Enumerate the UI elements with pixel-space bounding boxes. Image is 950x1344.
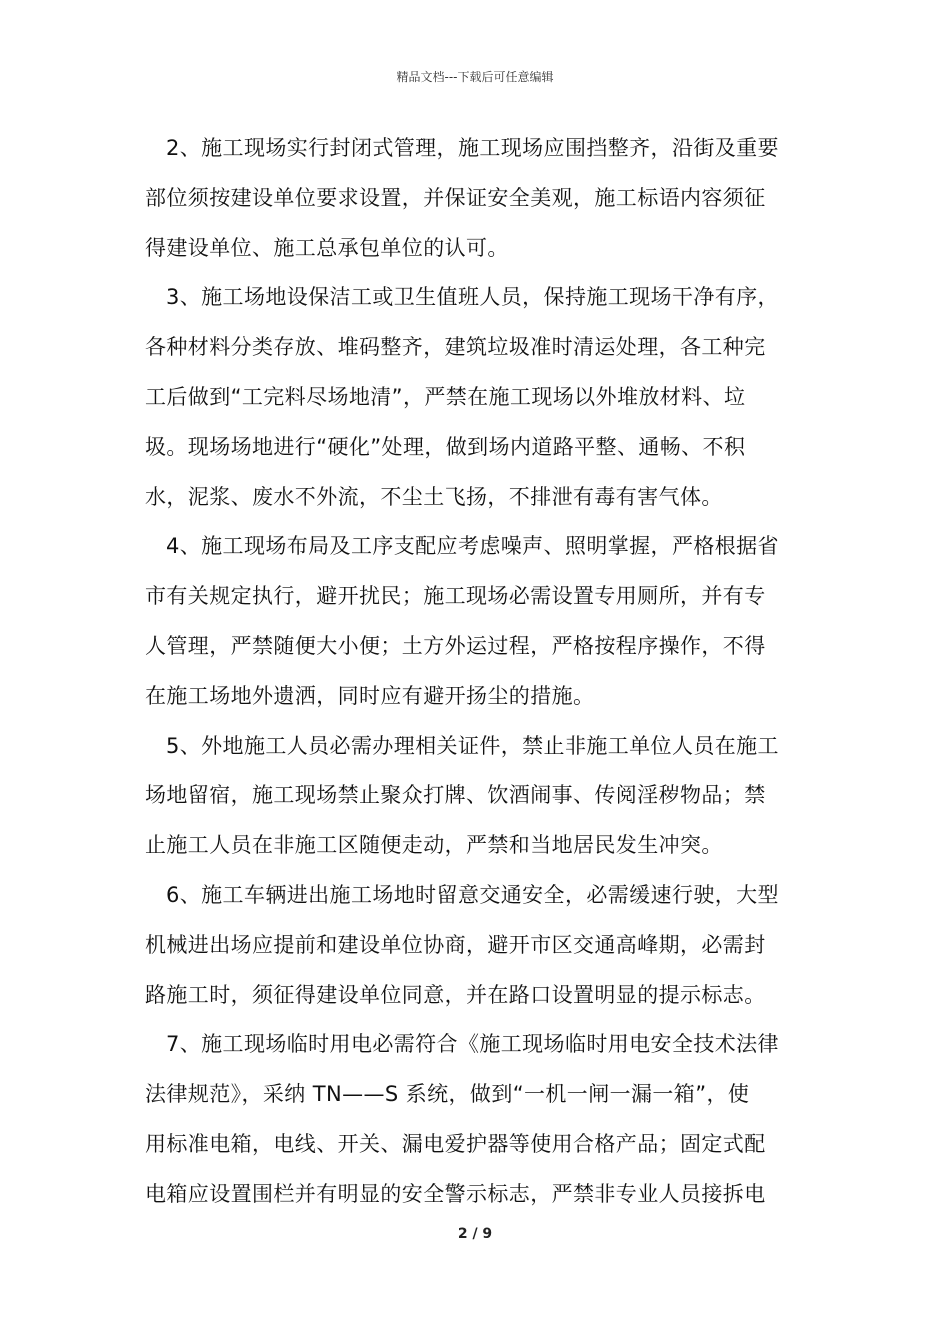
text-line: 机械进出场应提前和建设单位协商，避开市区交通高峰期，必需封: [145, 932, 766, 957]
text-line: 5、外地施工人员必需办理相关证件，禁止非施工单位人员在施工: [166, 733, 779, 758]
page-number: 2 / 9: [457, 1226, 493, 1242]
text-line: 用标准电箱，电线、开关、漏电爱护器等使用合格产品；固定式配: [145, 1131, 766, 1156]
text-line: 市有关规定执行，避开扰民；施工现场必需设置专用厕所，并有专: [145, 584, 766, 609]
text-line: 各种材料分类存放、堆码整齐，建筑垃圾准时清运处理，各工种完: [145, 335, 766, 360]
paragraph-item-5: [145, 722, 807, 871]
text-line: 场地留宿，施工现场禁止聚众打牌、饮酒闹事、传阅淫秽物品；禁: [145, 783, 766, 808]
text-line: 人管理，严禁随便大小便；土方外运过程，严格按程序操作，不得: [145, 633, 766, 658]
text-line: 7、施工现场临时用电必需符合《施工现场临时用电安全技术法律: [166, 1032, 779, 1057]
text-line: 得建设单位、施工总承包单位的认可。: [145, 235, 509, 260]
text-line: 水，泥浆、废水不外流，不尘土飞扬，不排泄有毒有害气体。: [145, 484, 723, 509]
text-line: 6、施工车辆进出施工场地时留意交通安全，必需缓速行驶，大型: [166, 882, 779, 907]
paragraph-item-4: [145, 522, 807, 721]
text-line: 3、施工场地设保洁工或卫生值班人员，保持施工现场干净有序，: [166, 285, 779, 310]
document-body: [145, 124, 807, 1220]
paragraph-item-3: [145, 273, 807, 522]
paragraph-item-6: [145, 871, 807, 1020]
text-line: 圾。现场场地进行“硬化”处理，做到场内道路平整、通畅、不积: [145, 434, 746, 459]
page-header: 精品文档---下载后可任意编辑: [396, 70, 554, 84]
text-line: 4、施工现场布局及工序支配应考虑噪声、照明掌握，严格根据省: [166, 534, 779, 559]
text-line: 电箱应设置围栏并有明显的安全警示标志，严禁非专业人员接拆电: [145, 1181, 766, 1206]
text-line: 工后做到“工完料尽场地清”，严禁在施工现场以外堆放材料、垃: [145, 384, 746, 409]
text-line: 止施工人员在非施工区随便走动，严禁和当地居民发生冲突。: [145, 833, 723, 858]
text-line: 法律规范》，采纳 TN——S 系统，做到“一机一闸一漏一箱”，使: [145, 1082, 750, 1107]
text-line: 2、施工现场实行封闭式管理，施工现场应围挡整齐，沿街及重要: [166, 136, 779, 160]
paragraph-item-7: [145, 1020, 807, 1219]
paragraph-item-2: [145, 124, 807, 273]
text-line: 在施工场地外遗洒，同时应有避开扬尘的措施。: [145, 683, 595, 708]
text-line: 路施工时，须征得建设单位同意，并在路口设置明显的提示标志。: [145, 982, 766, 1007]
text-line: 部位须按建设单位要求设置，并保证安全美观，施工标语内容须征: [145, 185, 766, 210]
